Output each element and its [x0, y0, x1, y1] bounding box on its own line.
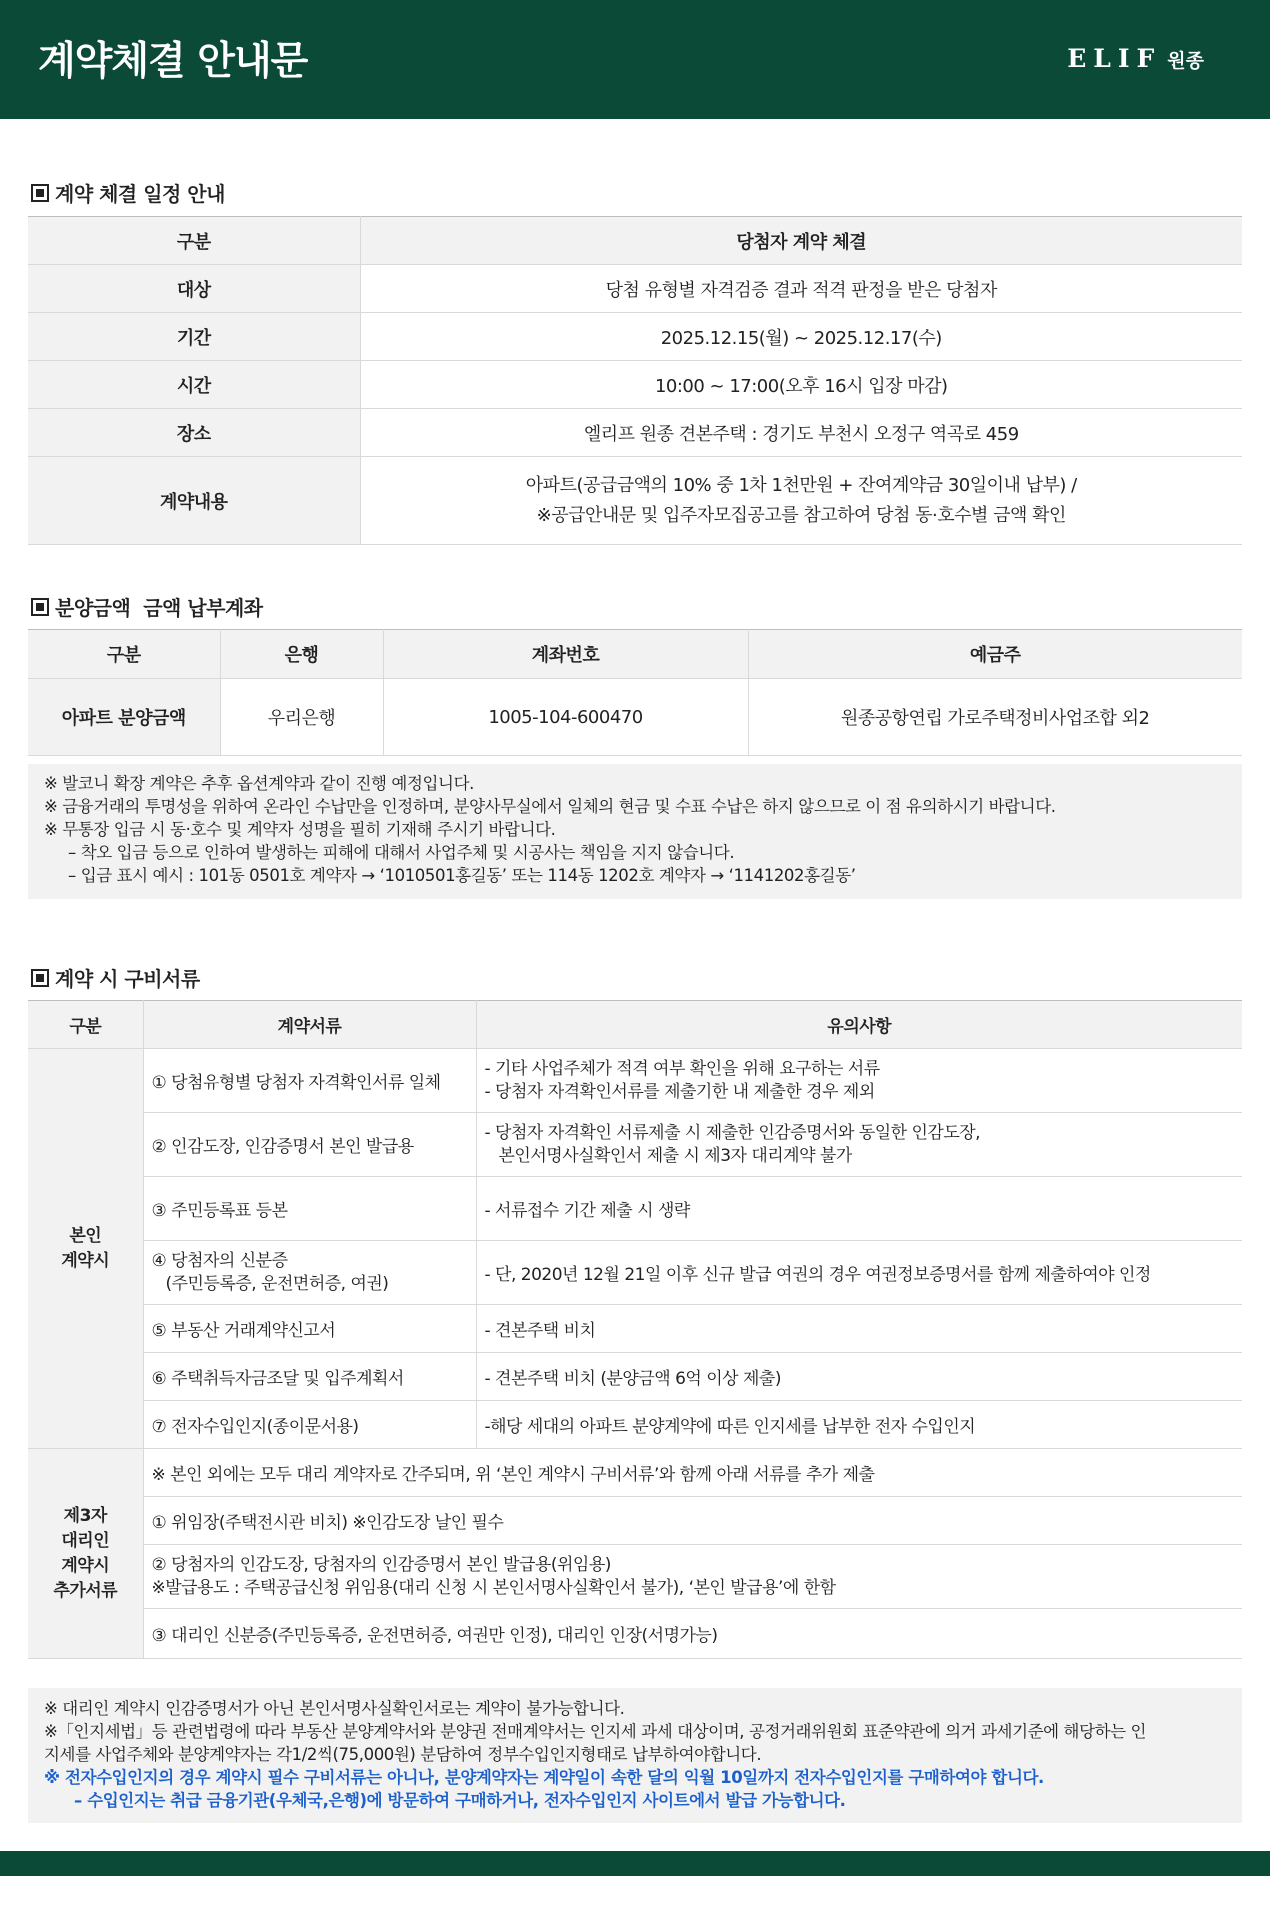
doc-name: ④ 당첨자의 신분증 (주민등록증, 운전면허증, 여권) — [143, 1241, 476, 1305]
proxy-doc: ① 위임장(주택전시관 비치) ※인감도장 날인 필수 — [143, 1497, 1242, 1545]
table-row — [28, 1305, 1242, 1353]
table-header-cell: 구분 — [28, 1001, 143, 1049]
table-row — [28, 1545, 1242, 1609]
row-label: 대상 — [28, 265, 360, 313]
note-line: – 착오 입금 등으로 인하여 발생하는 피해에 대해서 사업주체 및 시공사는 책임을 지지 않습니다. — [68, 843, 735, 862]
note-line-highlight: ※ 전자수입인지의 경우 계약시 필수 구비서류는 아니나, 분양계약자는 계약일이 속한 달의 익월 10일까지 전자수입인지를 구매하여야 합니다. — [44, 1768, 1044, 1787]
doc-name: ⑦ 전자수입인지(종이문서용) — [143, 1401, 476, 1449]
account-holder: 원종공항연립 가로주택정비사업조합 외2 — [748, 679, 1242, 756]
account-table — [28, 629, 1242, 756]
doc-name: ③ 주민등록표 등본 — [143, 1177, 476, 1241]
page-header — [0, 0, 1270, 119]
table-header-cell: 계좌번호 — [383, 630, 748, 679]
page-title: 계약체결 안내문 — [38, 39, 308, 84]
table-header-cell: 계약서류 — [143, 1001, 476, 1049]
row-value: 10:00 ~ 17:00(오후 16시 입장 마감) — [360, 361, 1242, 409]
doc-note: - 견본주택 비치 — [476, 1305, 1242, 1353]
proxy-contract-label: 제3자 대리인 계약시 추가서류 — [28, 1449, 143, 1659]
note-line: ※「인지세법」등 관련법령에 따라 부동산 분양계약서와 분양권 전매계약서는 인지세 과세 대상이며, 공정거래위원회 표준약관에 의거 과세기준에 해당하는 인 — [44, 1722, 1147, 1741]
documents-table — [28, 1000, 1242, 1659]
square-bullet-icon — [31, 969, 49, 987]
section-title-schedule: 계약 체결 일정 안내 — [31, 178, 225, 207]
proxy-doc: ※ 본인 외에는 모두 대리 계약자로 간주되며, 위 ‘본인 계약시 구비서류’와 함께 아래 서류를 추가 제출 — [143, 1449, 1242, 1497]
table-header-row — [28, 630, 1242, 679]
table-header-cell: 당첨자 계약 체결 — [360, 217, 1242, 265]
proxy-doc: ③ 대리인 신분증(주민등록증, 운전면허증, 여권만 인정), 대리인 인장(서명가능) — [143, 1609, 1242, 1659]
doc-note: - 견본주택 비치 (분양금액 6억 이상 제출) — [476, 1353, 1242, 1401]
note-line: – 입금 표시 예시 : 101동 0501호 계약자 → ‘1010501홍길동’ 또는 114동 1202호 계약자 → ‘1141202홍길동’ — [68, 866, 856, 885]
table-row — [28, 1177, 1242, 1241]
table-header-cell: 예금주 — [748, 630, 1242, 679]
account-number: 1005-104-600470 — [383, 679, 748, 756]
documents-notes — [28, 1688, 1242, 1823]
table-row — [28, 361, 1242, 409]
table-row — [28, 1401, 1242, 1449]
row-value: 당첨 유형별 자격검증 결과 적격 판정을 받은 당첨자 — [360, 265, 1242, 313]
row-value: 아파트(공급금액의 10% 중 1차 1천만원 + 잔여계약금 30일이내 납부) / ※공급안내문 및 입주자모집공고를 참고하여 당첨 동·호수별 금액 확인 — [360, 457, 1242, 545]
doc-note: - 서류접수 기간 제출 시 생략 — [476, 1177, 1242, 1241]
row-label: 시간 — [28, 361, 360, 409]
note-line: ※ 무통장 입금 시 동·호수 및 계약자 성명을 필히 기재해 주시기 바랍니다. — [44, 820, 556, 839]
brand-sub-text: 원종 — [1167, 50, 1204, 72]
brand-logo-text: ELIF — [1067, 44, 1162, 73]
row-label: 계약내용 — [28, 457, 360, 545]
brand-logo — [1067, 44, 1204, 73]
table-row — [28, 265, 1242, 313]
table-row — [28, 1241, 1242, 1305]
note-line: ※ 발코니 확장 계약은 추후 옵션계약과 같이 진행 예정입니다. — [44, 774, 474, 793]
schedule-table — [28, 216, 1242, 545]
row-label: 기간 — [28, 313, 360, 361]
row-value: 엘리프 원종 견본주택 : 경기도 부천시 오정구 역곡로 459 — [360, 409, 1242, 457]
row-label: 장소 — [28, 409, 360, 457]
account-type: 아파트 분양금액 — [28, 679, 220, 756]
table-header-cell: 유의사항 — [476, 1001, 1242, 1049]
doc-name: ⑤ 부동산 거래계약신고서 — [143, 1305, 476, 1353]
square-bullet-icon — [31, 598, 49, 616]
table-row — [28, 1497, 1242, 1545]
doc-name: ① 당첨유형별 당첨자 자격확인서류 일체 — [143, 1049, 476, 1113]
table-row — [28, 1113, 1242, 1177]
proxy-doc: ② 당첨자의 인감도장, 당첨자의 인감증명서 본인 발급용(위임용) ※발급용도 : 주택공급신청 위임용(대리 신청 시 본인서명사실확인서 불가), ‘본인 발급용’에 한함 — [143, 1545, 1242, 1609]
note-line: ※ 금융거래의 투명성을 위하여 온라인 수납만을 인정하며, 분양사무실에서 일체의 현금 및 수표 수납은 하지 않으므로 이 점 유의하시기 바랍니다. — [44, 797, 1056, 816]
table-row — [28, 1353, 1242, 1401]
table-header-row — [28, 1001, 1242, 1049]
doc-name: ⑥ 주택취득자금조달 및 입주계획서 — [143, 1353, 476, 1401]
table-header-cell: 구분 — [28, 217, 360, 265]
account-notes — [28, 764, 1242, 899]
account-bank: 우리은행 — [220, 679, 383, 756]
note-line-highlight: – 수입인지는 취급 금융기관(우체국,은행)에 방문하여 구매하거나, 전자수입인지 사이트에서 발급 가능합니다. — [74, 1791, 846, 1810]
table-header-cell: 은행 — [220, 630, 383, 679]
square-bullet-icon — [31, 184, 49, 202]
table-row — [28, 1609, 1242, 1659]
table-row — [28, 1049, 1242, 1113]
doc-note: - 단, 2020년 12월 21일 이후 신규 발급 여권의 경우 여권정보증명서를 함께 제출하여야 인정 — [476, 1241, 1242, 1305]
row-value: 2025.12.15(월) ~ 2025.12.17(수) — [360, 313, 1242, 361]
note-line: ※ 대리인 계약시 인감증명서가 아닌 본인서명사실확인서로는 계약이 불가능합니다. — [44, 1699, 625, 1718]
table-row — [28, 313, 1242, 361]
section-title-documents: 계약 시 구비서류 — [31, 963, 200, 992]
table-row — [28, 409, 1242, 457]
doc-name: ② 인감도장, 인감증명서 본인 발급용 — [143, 1113, 476, 1177]
table-row — [28, 1449, 1242, 1497]
doc-note: -해당 세대의 아파트 분양계약에 따른 인지세를 납부한 전자 수입인지 — [476, 1401, 1242, 1449]
doc-note: - 당첨자 자격확인 서류제출 시 제출한 인감증명서와 동일한 인감도장, 본인서명사실확인서 제출 시 제3자 대리계약 불가 — [476, 1113, 1242, 1177]
note-line: 지세를 사업주체와 분양계약자는 각1/2씩(75,000원) 분담하여 정부수입인지형태로 납부하여야합니다. — [44, 1745, 762, 1764]
self-contract-label: 본인 계약시 — [28, 1049, 143, 1449]
section-title-account: 분양금액 금액 납부계좌 — [31, 592, 263, 621]
table-row — [28, 679, 1242, 756]
table-header-cell: 구분 — [28, 630, 220, 679]
doc-note: - 기타 사업주체가 적격 여부 확인을 위해 요구하는 서류 - 당첨자 자격확인서류를 제출기한 내 제출한 경우 제외 — [476, 1049, 1242, 1113]
table-row — [28, 457, 1242, 545]
table-header-row — [28, 217, 1242, 265]
page-footer-bar — [0, 1851, 1270, 1876]
